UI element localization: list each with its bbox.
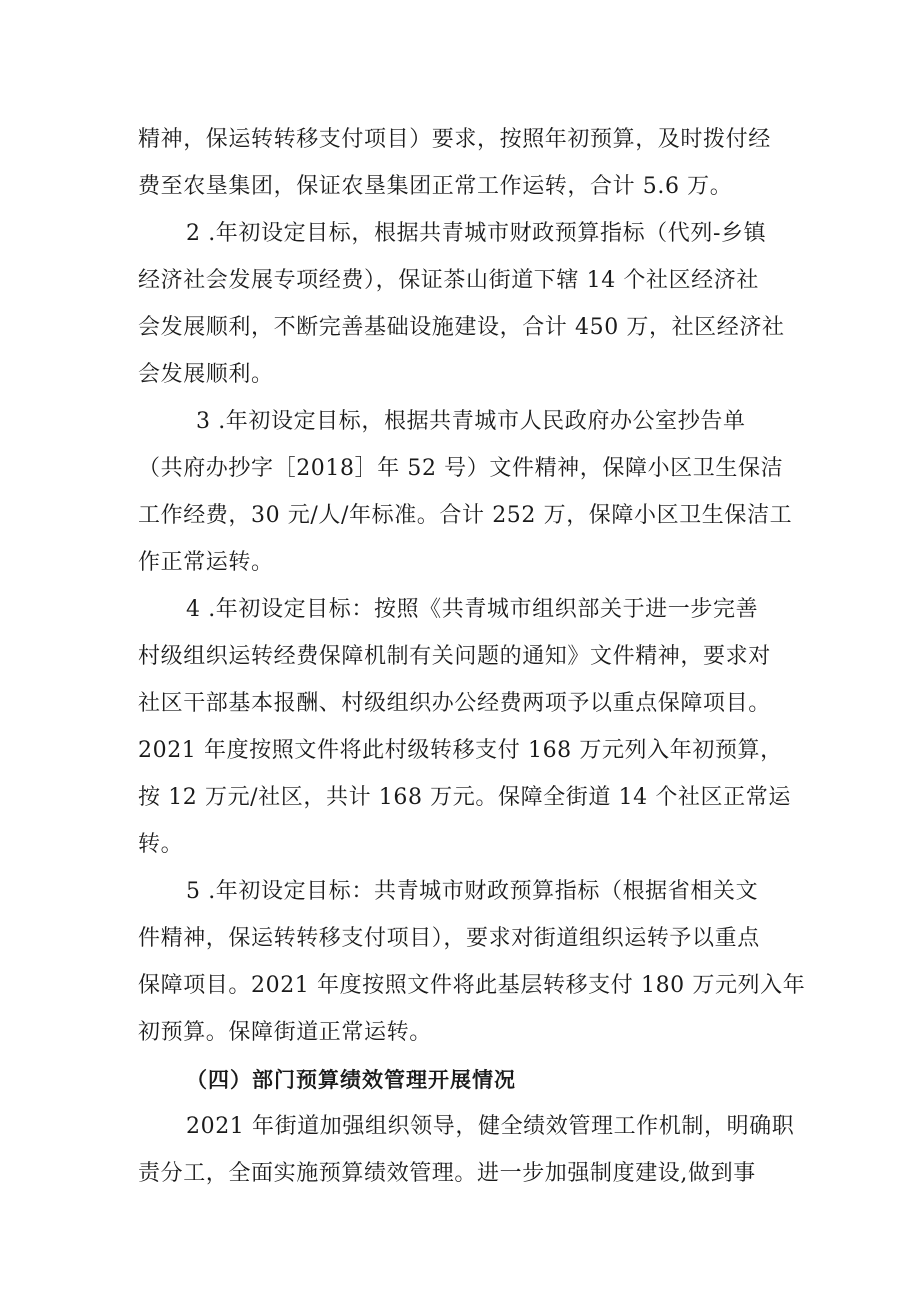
text-line: 件精神，保运转转移支付项目），要求对街道组织运转予以重点	[138, 926, 760, 951]
text-line: 2021 年街道加强组织领导，健全绩效管理工作机制，明确职	[186, 1114, 795, 1139]
text-line: 2021 年度按照文件将此村级转移支付 168 万元列入年初预算，	[138, 738, 783, 763]
text-line: 费至农垦集团，保证农垦集团正常工作运转，合计 5.6 万。	[138, 174, 733, 199]
text-line: 保障项目。2021 年度按照文件将此基层转移支付 180 万元列入年	[138, 973, 806, 998]
text-line: 社区干部基本报酬、村级组织办公经费两项予以重点保障项目。	[138, 691, 771, 716]
text-line: 2 .年初设定目标，根据共青城市财政预算指标（代列-乡镇	[186, 221, 767, 246]
text-line: 作正常运转。	[138, 550, 274, 575]
text-line: 会发展顺利。	[138, 362, 274, 387]
text-line: 责分工，全面实施预算绩效管理。进一步加强制度建设,做到事	[138, 1161, 756, 1186]
text-line: （共府办抄字［2018］年 52 号）文件精神，保障小区卫生保洁	[138, 456, 784, 481]
text-line: 4 .年初设定目标：按照《共青城市组织部关于进一步完善	[186, 597, 759, 622]
text-line: 按 12 万元/社区，共计 168 万元。保障全街道 14 个社区正常运	[138, 785, 791, 810]
text-line: 5 .年初设定目标：共青城市财政预算指标（根据省相关文	[186, 879, 759, 904]
text-line: 经济社会发展专项经费），保证茶山街道下辖 14 个社区经济社	[138, 268, 759, 293]
section-heading: （四）部门预算绩效管理开展情况	[186, 1068, 516, 1092]
text-line: 初预算。保障街道正常运转。	[138, 1020, 432, 1045]
text-line: 精神，保运转转移支付项目）要求，按照年初预算，及时拨付经	[138, 127, 771, 152]
text-line: 会发展顺利，不断完善基础设施建设，合计 450 万，社区经济社	[138, 315, 785, 340]
text-line: 工作经费，30 元/人/年标准。合计 252 万，保障小区卫生保洁工	[138, 503, 793, 528]
text-line: 转。	[138, 832, 184, 857]
text-line: 村级组织运转经费保障机制有关问题的通知》文件精神，要求对	[138, 644, 771, 669]
text-line: 3 .年初设定目标，根据共青城市人民政府办公室抄告单	[196, 409, 746, 434]
